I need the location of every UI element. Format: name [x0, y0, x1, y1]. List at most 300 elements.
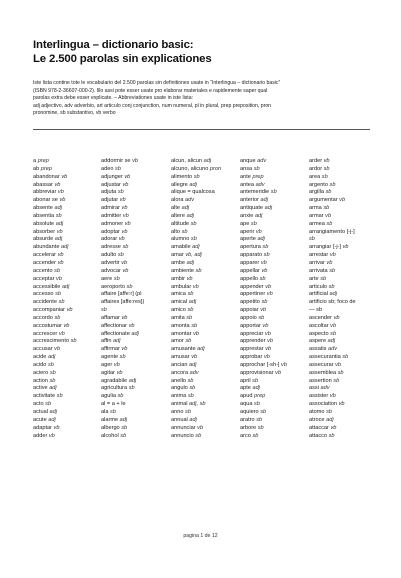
word-text: absentia: [33, 212, 55, 219]
intro-paragraph: [33, 80, 373, 118]
word-entry: [33, 182, 99, 190]
word-entry: [33, 362, 99, 370]
word-text: affamar: [101, 314, 120, 321]
word-column-2: [101, 158, 167, 440]
word-text: appellar: [240, 267, 260, 274]
word-column-3: [171, 158, 237, 440]
part-of-speech: adj: [257, 236, 265, 243]
word-text: abbreviar: [33, 189, 57, 196]
word-text: actual: [33, 409, 48, 415]
word-text: amusante: [171, 346, 196, 353]
part-of-speech: sb: [45, 401, 52, 408]
part-of-speech: sb: [113, 275, 120, 282]
word-entry: [101, 205, 167, 213]
word-entry: [33, 268, 99, 276]
intro-line: pronomine, sb substantivo, vb verbo: [33, 110, 116, 117]
word-entry: [171, 315, 237, 323]
part-of-speech: sb: [195, 432, 202, 439]
word-entry: [240, 236, 306, 244]
word-entry: [309, 166, 375, 174]
word-entry: [101, 229, 167, 237]
word-text: aperte: [240, 236, 256, 243]
part-of-speech: sb: [119, 354, 126, 361]
part-of-speech: vb: [262, 322, 269, 329]
word-text: amar: [171, 252, 184, 259]
word-entry: [171, 276, 237, 284]
part-of-speech: vb: [113, 361, 120, 368]
word-text: agradabile: [101, 377, 128, 384]
word-entry: [240, 370, 306, 378]
word-text: allegre: [171, 181, 188, 188]
word-text: acceptar: [33, 275, 55, 282]
word-entry: [171, 284, 237, 292]
word-text: armea: [309, 220, 325, 227]
part-of-speech: adj: [260, 197, 268, 204]
word-text: amontar: [171, 330, 192, 337]
word-entry: [33, 229, 99, 237]
word-list: [33, 158, 378, 518]
word-entry: [33, 417, 99, 425]
word-entry: [33, 370, 99, 378]
word-entry: [171, 323, 237, 331]
word-entry: [101, 213, 167, 221]
word-text: artificial: [309, 291, 328, 298]
word-text: alcun, alicun: [171, 158, 203, 164]
part-of-speech: adv: [320, 385, 330, 392]
part-of-speech: adj: [131, 330, 139, 337]
part-of-speech: adj: [49, 385, 57, 392]
part-of-speech: sb: [253, 165, 260, 172]
word-entry: [33, 315, 99, 323]
word-entry: [33, 221, 99, 229]
part-of-speech: sb: [55, 212, 62, 219]
part-of-speech: adj: [47, 354, 56, 361]
word-text: agente: [101, 354, 119, 361]
part-of-speech: vb: [124, 173, 131, 180]
part-of-speech: sb: [328, 283, 335, 290]
word-entry: [33, 338, 99, 346]
word-text: amabile: [171, 244, 191, 251]
word-entry: [309, 229, 375, 237]
word-text: adjutar: [101, 197, 119, 204]
word-text: amor: [171, 338, 184, 345]
part-of-speech: sb: [321, 173, 328, 180]
part-of-speech: vb: [330, 322, 337, 329]
word-entry: [240, 315, 306, 323]
word-entry: [309, 291, 375, 299]
part-of-speech: vb: [263, 354, 270, 361]
word-entry: [309, 401, 375, 409]
word-text: association: [309, 401, 337, 408]
word-entry: [101, 189, 167, 197]
part-of-speech: vb: [58, 330, 65, 337]
word-entry: [33, 299, 99, 307]
word-entry: [33, 385, 99, 393]
word-text: anima: [171, 393, 187, 400]
word-text: aeroporto: [101, 283, 125, 290]
word-text: altitude: [171, 220, 190, 227]
part-of-speech: adj: [192, 244, 200, 251]
word-text: animal: [171, 401, 188, 408]
word-entry: [101, 276, 167, 284]
word-entry: [101, 299, 167, 307]
word-text: al = a + le: [101, 401, 126, 408]
part-of-speech: vb: [266, 291, 273, 298]
part-of-speech: sb: [126, 283, 133, 290]
part-of-speech: vb: [54, 346, 61, 353]
word-entry: [171, 362, 237, 370]
part-of-speech: sb: [70, 338, 77, 345]
part-of-speech: sb: [329, 181, 336, 188]
part-of-speech: vb: [330, 424, 337, 431]
word-text: ardor: [309, 165, 323, 172]
part-of-speech: vb: [116, 369, 123, 376]
part-of-speech: prep: [252, 173, 264, 180]
word-entry: [33, 323, 99, 331]
word-entry: [309, 370, 375, 378]
part-of-speech: adj: [119, 416, 128, 423]
part-of-speech: sb: [120, 432, 127, 439]
word-entry: [240, 346, 306, 354]
part-of-speech: vb: [281, 361, 287, 368]
word-entry: [309, 197, 375, 205]
word-text: attaccar: [309, 424, 329, 431]
word-text: accompaniar: [33, 307, 66, 314]
word-text: argento: [309, 181, 328, 188]
word-entry: [309, 393, 375, 401]
part-of-speech: sb: [323, 165, 330, 172]
part-of-speech: vb: [121, 205, 128, 212]
title-block: [33, 38, 373, 66]
intro-line: adj adjectivo, adv adverbio, art articulo conj conjunction, num numeral, pl in plural, prep preposition, pron: [33, 102, 272, 109]
word-text: affirmar: [101, 346, 120, 353]
word-entry: [33, 276, 99, 284]
part-of-speech: vb: [119, 197, 126, 204]
part-of-speech: adj: [327, 338, 336, 345]
word-text: annual: [171, 416, 188, 423]
word-entry: [171, 401, 237, 409]
part-of-speech: vb: [191, 354, 198, 361]
word-text: abundante: [33, 244, 60, 251]
word-entry: [101, 268, 167, 276]
part-of-speech: adj: [189, 181, 197, 188]
word-text: accidente: [33, 299, 57, 306]
word-text: adulto: [101, 252, 117, 259]
word-text: adder: [33, 432, 48, 439]
word-entry: [171, 158, 237, 166]
part-of-speech: adj: [252, 385, 260, 392]
divider: [33, 129, 370, 130]
word-text: accusar: [33, 346, 53, 353]
part-of-speech: prep: [40, 165, 52, 172]
word-text: alcuno, alicuno: [171, 165, 209, 172]
part-of-speech: sb: [309, 236, 315, 243]
word-entry: [171, 182, 237, 190]
part-of-speech: vb: [192, 283, 199, 290]
word-text: apportar: [240, 322, 261, 329]
word-text: abassar: [33, 181, 53, 188]
part-of-speech: vb: [124, 220, 131, 227]
word-text: adjunger: [101, 173, 123, 180]
word-entry: [33, 260, 99, 268]
word-text: appello: [240, 275, 259, 282]
part-of-speech: vb: [275, 369, 282, 376]
word-text: active: [33, 385, 48, 392]
part-of-speech: sb: [117, 393, 124, 400]
part-of-speech: vb: [335, 361, 342, 368]
word-entry: [101, 284, 167, 292]
word-text: absorber: [33, 228, 56, 235]
part-of-speech: vb: [265, 346, 272, 353]
word-text: accelerar: [33, 252, 57, 259]
word-text: antea: [240, 181, 254, 188]
part-of-speech: vb: [197, 424, 204, 431]
word-text: accesso: [33, 291, 54, 298]
word-text: aspecto: [309, 330, 329, 337]
part-of-speech: adj: [54, 205, 62, 212]
part-of-speech: adj: [128, 377, 137, 384]
part-of-speech: vb: [255, 228, 262, 235]
word-entry: [240, 221, 306, 229]
word-text: arco: [240, 432, 251, 439]
part-of-speech: sb: [259, 275, 266, 282]
word-text: alarme: [101, 416, 119, 423]
part-of-speech: adv: [257, 158, 267, 164]
word-entry: [101, 409, 167, 417]
word-entry: [33, 378, 99, 386]
word-text: aciero: [33, 369, 49, 376]
word-text: antiquate: [240, 205, 264, 212]
word-entry: [309, 385, 375, 393]
part-of-speech: vb: [329, 252, 336, 259]
part-of-speech: sb: [187, 307, 194, 314]
word-text: amico: [171, 307, 186, 314]
part-of-speech: adj: [48, 416, 56, 423]
part-of-speech: vb: [132, 158, 139, 164]
part-of-speech: sb: [55, 291, 62, 298]
word-text: apprestar: [240, 346, 264, 353]
part-of-speech: vb: [342, 244, 349, 251]
word-entry: [101, 197, 167, 205]
word-entry: [101, 182, 167, 190]
word-entry: [101, 252, 167, 260]
word-text: apertura: [240, 244, 261, 251]
word-text: altere: [171, 212, 185, 219]
word-text: apparer: [240, 259, 260, 266]
part-of-speech: vb: [48, 432, 55, 439]
part-of-speech: adj: [55, 220, 64, 227]
part-of-speech: sb: [56, 393, 63, 400]
part-of-speech: vb: [121, 346, 128, 353]
word-entry: [171, 299, 237, 307]
word-entry: [101, 221, 167, 229]
part-of-speech: sb: [320, 275, 327, 282]
part-of-speech: adj: [203, 158, 212, 164]
word-entry: [309, 362, 375, 370]
part-of-speech: vb: [260, 307, 267, 314]
word-entry: [309, 409, 375, 417]
word-entry: [171, 378, 237, 386]
part-of-speech: vb: [193, 330, 200, 337]
word-text: aere: [101, 275, 113, 282]
word-text: assecurantia: [309, 354, 341, 361]
word-text: arbore: [240, 424, 257, 431]
word-text: admitter: [101, 212, 122, 219]
word-entry: [309, 417, 375, 425]
word-text: ala: [101, 409, 109, 415]
word-entry: [101, 244, 167, 252]
word-entry: [33, 205, 99, 213]
part-of-speech: sb: [254, 401, 260, 408]
word-entry: [171, 385, 237, 393]
part-of-speech: vb: [121, 314, 128, 321]
word-text: ascender: [309, 314, 333, 321]
part-of-speech: sb: [190, 236, 197, 243]
word-entry: [101, 433, 167, 441]
part-of-speech: sb: [58, 299, 65, 306]
word-text: alcohol: [101, 432, 119, 439]
word-text: approbar: [240, 354, 263, 361]
word-entry: [309, 174, 375, 182]
word-text: ante: [240, 173, 251, 180]
word-text: apprender: [240, 338, 266, 345]
word-text: advertir: [101, 259, 120, 266]
part-of-speech: vb: [122, 181, 129, 188]
word-text: accrescer: [33, 330, 58, 337]
word-entry: [33, 409, 99, 417]
word-text: ab: [33, 165, 40, 172]
word-text: alumno: [171, 236, 190, 243]
word-entry: [33, 433, 99, 441]
part-of-speech: prep: [254, 393, 266, 400]
word-text: amical: [171, 299, 188, 306]
word-entry: [240, 433, 306, 441]
word-entry: [101, 260, 167, 268]
word-entry: [33, 236, 99, 244]
part-of-speech: sb: [128, 385, 135, 392]
word-entry: [171, 205, 237, 213]
word-entry: [240, 393, 306, 401]
word-text: argilla: [309, 189, 324, 196]
part-of-speech: adv: [327, 346, 338, 353]
word-entry: [240, 244, 306, 252]
word-entry: [101, 393, 167, 401]
word-entry: [101, 166, 167, 174]
part-of-speech: sb: [189, 385, 196, 392]
word-text: anno: [171, 409, 184, 415]
word-entry: [171, 229, 237, 237]
intro-line: Iste lista contine tote le vocabulario del 2.500 parolas sin definitiones usate in “Interlingua – dictionario basic”: [33, 80, 281, 86]
word-entry: [240, 425, 306, 433]
word-entry: [240, 213, 306, 221]
word-text: absurde: [33, 236, 54, 243]
part-of-speech: sb: [342, 354, 349, 361]
part-of-speech: adj: [113, 338, 121, 345]
part-of-speech: adj: [186, 259, 195, 266]
part-of-speech: vb: [186, 275, 193, 282]
part-of-speech: vb, adj: [185, 252, 202, 259]
word-text: aquiero: [240, 409, 259, 415]
word-text: amonta: [171, 322, 190, 329]
word-entry: [309, 433, 375, 441]
word-text: alimento: [171, 173, 193, 180]
word-entry: [171, 268, 237, 276]
word-entry: [33, 354, 99, 362]
part-of-speech: adj: [264, 205, 273, 212]
part-of-speech: vb: [118, 236, 125, 243]
part-of-speech: vb: [264, 330, 271, 337]
word-text: articulo: [309, 283, 328, 290]
word-entry: [240, 158, 306, 166]
word-entry: [101, 417, 167, 425]
word-text: acido: [33, 361, 47, 368]
part-of-speech: vb: [323, 158, 330, 164]
word-text: adaptar: [33, 424, 52, 431]
word-text: apte: [240, 385, 251, 392]
word-text: anterior: [240, 197, 259, 204]
part-of-speech: sb: [195, 267, 202, 274]
word-entry: [240, 354, 306, 362]
word-entry: [171, 236, 237, 244]
word-text: assecurar: [309, 361, 334, 368]
part-of-speech: sb: [330, 330, 337, 337]
word-text: approvisionar: [240, 369, 274, 376]
intro-line: (ISBN 978-2-36607-000-2). Illo assi pote esser usate pro elaborar materiales e rapidemente saper qual: [33, 87, 268, 94]
part-of-speech: sb: [181, 228, 188, 235]
part-of-speech: vb: [56, 275, 62, 282]
word-entry: [240, 362, 306, 370]
part-of-speech: vb: [61, 173, 68, 180]
word-entry: [309, 346, 375, 354]
word-text: arrangiamento [-j-]: [309, 228, 355, 235]
word-text: adoptar: [101, 228, 120, 235]
word-entry: [240, 252, 306, 260]
word-entry: [171, 346, 237, 354]
word-entry: [171, 409, 237, 417]
word-text: appender: [240, 283, 264, 290]
word-text: adjuta: [101, 189, 117, 196]
part-of-speech: sb: [54, 267, 61, 274]
word-text: alte: [171, 205, 181, 212]
word-entry: [240, 260, 306, 268]
part-of-speech: sb: [187, 393, 194, 400]
word-text: ancora: [171, 369, 189, 376]
word-entry: [309, 260, 375, 268]
word-entry: [309, 354, 375, 362]
part-of-speech: vb: [66, 307, 73, 314]
part-of-speech: adv: [185, 197, 195, 204]
word-text: appoiar: [240, 307, 259, 314]
word-entry: [101, 354, 167, 362]
word-entry: [33, 244, 99, 252]
word-entry: [101, 378, 167, 386]
part-of-speech: sb: [323, 205, 330, 212]
part-of-speech: sb: [252, 377, 259, 384]
part-of-speech: sb: [185, 338, 192, 345]
word-entry: [101, 338, 167, 346]
word-entry: [101, 323, 167, 331]
word-text: amusar: [171, 354, 190, 361]
part-of-speech: sb: [186, 314, 193, 321]
word-text: accordo: [33, 314, 53, 321]
word-entry: [101, 307, 167, 315]
part-of-speech: sb: [193, 173, 200, 180]
part-of-speech: vb: [128, 322, 135, 329]
word-entry: [171, 307, 237, 315]
part-of-speech: adj: [186, 212, 195, 219]
word-text: admoner: [101, 220, 124, 227]
word-entry: [33, 174, 99, 182]
